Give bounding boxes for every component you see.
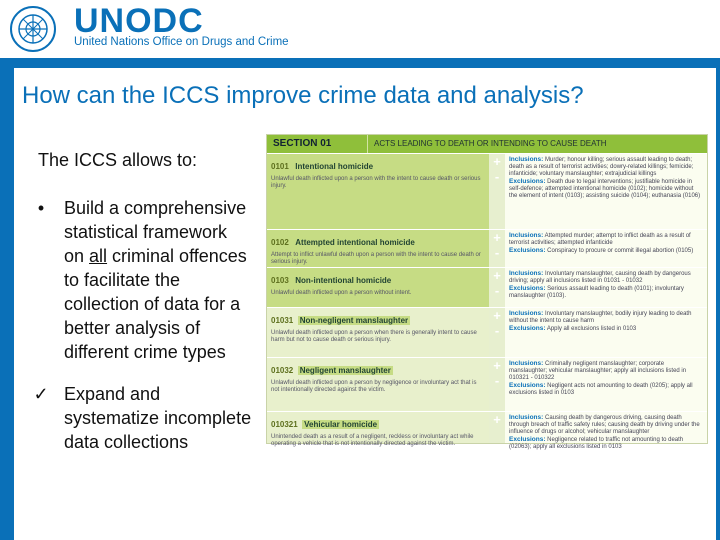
exclusions-label: Exclusions:: [509, 436, 546, 443]
iccs-table-excerpt: [266, 134, 708, 450]
offence-cell: [267, 308, 489, 357]
inclusions-text: Causing death by dangerous driving, causing death through breach of traffic safety rules; causing death by driving under the influence of drugs or alcohol; vehicular manslaughter: [509, 415, 700, 435]
brand-name: UNODC: [74, 2, 204, 40]
inclusions-exclusions-cell: [505, 154, 707, 229]
exclusions-text: Negligence related to traffic not amounting to death (02063); apply all exclusions listed in 0103: [509, 437, 684, 450]
bullet-list: [30, 196, 252, 472]
bullet-dot-icon: •: [37, 198, 45, 218]
offence-name: Attempted intentional homicide: [295, 238, 415, 247]
offence-cell: [267, 268, 489, 307]
plus-minus-icon: + -: [489, 358, 505, 411]
bullet-item: ✓ Expand and systematize incomplete data collections: [30, 382, 252, 454]
plus-minus-icon: +: [489, 412, 505, 443]
offence-description: Unlawful death inflicted upon a person when there is generally intent to cause harm but not to cause death or serious injury.: [271, 330, 477, 343]
checkmark-icon: ✓: [33, 384, 49, 404]
offence-name: Intentional homicide: [295, 162, 374, 171]
inclusions-exclusions-cell: [505, 308, 707, 357]
inclusions-exclusions-cell: [505, 268, 707, 307]
table-row: [267, 153, 707, 229]
exclusions-text: Apply all exclusions listed in 0103: [546, 326, 637, 332]
exclusions-label: Exclusions:: [509, 325, 546, 332]
offence-name: Negligent manslaughter: [299, 366, 391, 375]
offence-description: Unlawful death inflicted upon a person by negligence or involuntary act that is not intentionally directed against the victim.: [271, 380, 477, 393]
inclusions-text: Criminally negligent manslaughter; corporate manslaughter; vehicular manslaughter; apply all inclusions listed in 010321 - 010322: [509, 361, 687, 381]
offence-cell: [267, 154, 489, 229]
offence-description: Unlawful death inflicted upon a person with the intent to cause death or serious injury.: [271, 176, 481, 189]
offence-name: Non-negligent manslaughter: [299, 316, 409, 325]
offence-cell: [267, 358, 489, 411]
table-row: [267, 267, 707, 307]
section-header: SECTION 01: [267, 135, 367, 153]
inclusions-text: Attempted murder; attempt to inflict death as a result of terrorist activities; attempted infanticide: [509, 233, 691, 246]
inclusions-exclusions-cell: [505, 412, 707, 450]
inclusions-label: Inclusions:: [509, 360, 544, 367]
offence-code: 01032: [271, 366, 294, 375]
plus-minus-icon: + -: [489, 268, 505, 307]
offence-code: 0102: [271, 238, 289, 247]
exclusions-label: Exclusions:: [509, 247, 546, 254]
un-emblem-icon: [8, 4, 58, 54]
emphasis-underline: all: [89, 246, 108, 266]
plus-minus-icon: + -: [489, 308, 505, 357]
exclusions-text: Conspiracy to procure or commit illegal abortion (0105): [547, 248, 694, 254]
offence-cell: [267, 412, 489, 447]
inclusions-exclusions-cell: [505, 358, 707, 411]
exclusions-text: Serious assault leading to death (0101); involuntary manslaughter (0103).: [509, 286, 684, 299]
offence-code: 0103: [271, 276, 289, 285]
offence-description: Unlawful death inflicted upon a person without intent.: [271, 290, 412, 296]
plus-minus-icon: + -: [489, 154, 505, 229]
bullet-item: • Build a comprehensive statistical framework on all criminal offences to facilitate the collection of data for a better analysis of different crime types: [30, 196, 252, 364]
table-row: [267, 357, 707, 411]
inclusions-label: Inclusions:: [509, 156, 544, 163]
offence-cell: [267, 230, 489, 267]
plus-minus-icon: + -: [489, 230, 505, 267]
offence-description: Attempt to inflict unlawful death upon a person with the intent to cause death or serious injury.: [271, 252, 481, 265]
inclusions-text: Involuntary manslaughter, causing death by dangerous driving; apply all inclusions listed in 01031 - 01032: [509, 271, 691, 284]
brand-subtitle: United Nations Office on Drugs and Crime: [74, 36, 289, 48]
inclusions-label: Inclusions:: [509, 232, 544, 239]
exclusions-text: Death due to legal interventions; justifiable homicide in self-defence; attempted intentional homicide (0102); homicide without the element of intent (0103); assisting suicide (0104); euthanasia (0106): [509, 179, 701, 199]
offence-description: Unintended death as a result of a negligent, reckless or involuntary act while operating a vehicle that is not intentionally directed against the victim.: [271, 434, 474, 447]
exclusions-label: Exclusions:: [509, 178, 546, 185]
inclusions-label: Inclusions:: [509, 310, 544, 317]
offence-name: Non-intentional homicide: [295, 276, 392, 285]
header: [0, 0, 720, 58]
table-row: [267, 307, 707, 357]
inclusions-text: Involuntary manslaughter, bodily injury leading to death without the intent to cause harm: [509, 311, 692, 324]
offence-code: 01031: [271, 316, 294, 325]
offence-code: 010321: [271, 420, 298, 429]
intro-text: The ICCS allows to:: [38, 150, 198, 170]
section-description: ACTS LEADING TO DEATH OR INTENDING TO CAUSE DEATH: [367, 135, 707, 153]
inclusions-text: Murder; honour killing; serious assault leading to death; death as a result of terrorist activities; dowry-related killings; femicide; infanticide; voluntary manslaughter; extrajudicial killings: [509, 157, 694, 177]
offence-name: Vehicular homicide: [304, 420, 378, 429]
offence-code: 0101: [271, 162, 289, 171]
slide-title: How can the ICCS improve crime data and analysis?: [22, 82, 584, 109]
exclusions-label: Exclusions:: [509, 382, 546, 389]
table-row: [267, 411, 707, 450]
inclusions-label: Inclusions:: [509, 270, 544, 277]
exclusions-label: Exclusions:: [509, 285, 546, 292]
inclusions-exclusions-cell: [505, 230, 707, 267]
exclusions-text: Negligent acts not amounting to death (0205); apply all exclusions listed in 0103: [509, 383, 693, 396]
inclusions-label: Inclusions:: [509, 414, 544, 421]
table-row: [267, 229, 707, 267]
